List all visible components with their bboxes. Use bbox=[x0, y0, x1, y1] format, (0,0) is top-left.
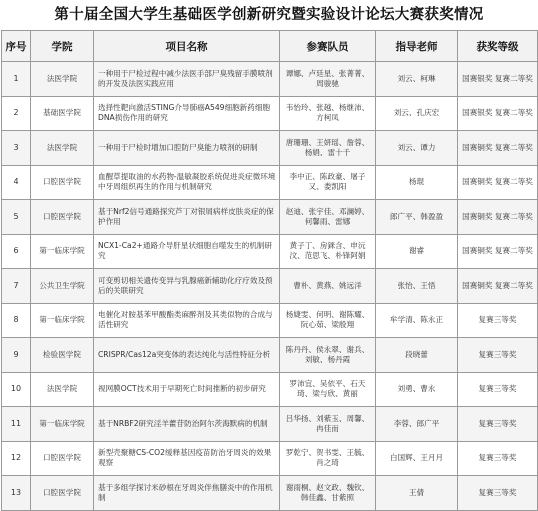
award-cell: 复赛三等奖 bbox=[458, 441, 538, 476]
project-name-cell: 可变剪切相关遗传变异与乳腺癌新辅助化疗疗效及预后的关联研究 bbox=[94, 269, 280, 304]
row-number: 2 bbox=[2, 96, 31, 131]
project-name-cell: 基于Nrf2信号通路探究芦丁对银屑病样皮肤炎症的保护作用 bbox=[94, 200, 280, 235]
college-cell: 法医学院 bbox=[31, 372, 94, 407]
award-cell: 国赛铜奖 复赛二等奖 bbox=[458, 269, 538, 304]
awards-table bbox=[1, 30, 538, 511]
award-cell: 国赛银奖 复赛二等奖 bbox=[458, 96, 538, 131]
table-row bbox=[2, 96, 538, 131]
row-number: 1 bbox=[2, 62, 31, 97]
advisor-cell: 白国辉、王月月 bbox=[376, 441, 458, 476]
row-number: 7 bbox=[2, 269, 31, 304]
row-number: 13 bbox=[2, 476, 31, 511]
project-name-cell: 基于NRBF2研究淫羊藿苷防治阿尔茨海默病的机制 bbox=[94, 407, 280, 442]
column-header-advisor: 指导老师 bbox=[376, 31, 458, 62]
row-number: 6 bbox=[2, 234, 31, 269]
college-cell: 口腔医学院 bbox=[31, 476, 94, 511]
award-cell: 复赛三等奖 bbox=[458, 407, 538, 442]
project-name-cell: 新型壳聚糖CS-CO2缓释基因疫苗防治牙周炎的效果观察 bbox=[94, 441, 280, 476]
award-cell: 复赛三等奖 bbox=[458, 303, 538, 338]
college-cell: 口腔医学院 bbox=[31, 441, 94, 476]
table-row bbox=[2, 234, 538, 269]
column-header-number: 序号 bbox=[2, 31, 31, 62]
project-name-cell: 视网膜OCT技术用于早期死亡时间推断的初步研究 bbox=[94, 372, 280, 407]
members-cell: 韦怡玲、张越、杨继沛、方柯凤 bbox=[280, 96, 376, 131]
advisor-cell: 刘云、孔庆宏 bbox=[376, 96, 458, 131]
table-row bbox=[2, 407, 538, 442]
advisor-cell: 李蓉、郎广平 bbox=[376, 407, 458, 442]
college-cell: 检验医学院 bbox=[31, 338, 94, 373]
award-cell: 国赛铜奖 复赛二等奖 bbox=[458, 165, 538, 200]
table-row bbox=[2, 303, 538, 338]
college-cell: 口腔医学院 bbox=[31, 200, 94, 235]
advisor-cell: 张怡、王悟 bbox=[376, 269, 458, 304]
award-cell: 国赛铜奖 复赛二等奖 bbox=[458, 200, 538, 235]
project-name-cell: 基于多组学探讨米砂根在牙周炎伴焦膳炎中的作用机制 bbox=[94, 476, 280, 511]
advisor-cell: 王倩 bbox=[376, 476, 458, 511]
row-number: 4 bbox=[2, 165, 31, 200]
advisor-cell: 刘云、柯琳 bbox=[376, 62, 458, 97]
project-name-cell: 血醒草提取油的水药物-温敏凝胶系统促进炎症微环境中牙周组织再生的作用与机制研究 bbox=[94, 165, 280, 200]
award-cell: 复赛三等奖 bbox=[458, 338, 538, 373]
members-cell: 杨婕雯、何明、谢陈耀、阮心茹、梁殷翔 bbox=[280, 303, 376, 338]
members-cell: 陈丹丹、侯永翠、谢兵、刘敏、杨丹霞 bbox=[280, 338, 376, 373]
row-number: 5 bbox=[2, 200, 31, 235]
members-cell: 曹朴、黄燕、姚远洋 bbox=[280, 269, 376, 304]
table-row bbox=[2, 476, 538, 511]
advisor-cell: 谢睿 bbox=[376, 234, 458, 269]
project-name-cell: 选择性靶向激活STING介导肺癌A549细胞新药细胞DNA损伤作用的研究 bbox=[94, 96, 280, 131]
project-name-cell: 一种用于尸检时增加口腔防尸臭能力喷剂的研制 bbox=[94, 131, 280, 166]
advisor-cell: 郎广平、韩盈盈 bbox=[376, 200, 458, 235]
members-cell: 谭娜、卢廷星、张菁菁、周骏驰 bbox=[280, 62, 376, 97]
project-name-cell: 电催化对胺基苯甲酸酯类麻醉剂及其类似物的合成与活性研究 bbox=[94, 303, 280, 338]
column-header-project: 项目名称 bbox=[94, 31, 280, 62]
advisor-cell: 刘勇、曹永 bbox=[376, 372, 458, 407]
advisor-cell: 段晓蕾 bbox=[376, 338, 458, 373]
project-name-cell: CRISPR/Cas12a突变体的表达纯化与活性特征分析 bbox=[94, 338, 280, 373]
award-cell: 复赛三等奖 bbox=[458, 372, 538, 407]
members-cell: 赵迪、张宇佳、邓澜婷、何馨雨、雷娜 bbox=[280, 200, 376, 235]
table-row bbox=[2, 62, 538, 97]
table-row bbox=[2, 165, 538, 200]
row-number: 11 bbox=[2, 407, 31, 442]
advisor-cell: 牟学清、陈永正 bbox=[376, 303, 458, 338]
table-row bbox=[2, 372, 538, 407]
column-header-college: 学院 bbox=[31, 31, 94, 62]
award-cell: 国赛铜奖 复赛二等奖 bbox=[458, 131, 538, 166]
advisor-cell: 刘云、谭力 bbox=[376, 131, 458, 166]
college-cell: 法医学院 bbox=[31, 131, 94, 166]
table-row bbox=[2, 269, 538, 304]
members-cell: 李中正、陈政豪、屠子又、娄凯阳 bbox=[280, 165, 376, 200]
table-row bbox=[2, 131, 538, 166]
award-cell: 复赛三等奖 bbox=[458, 476, 538, 511]
table-row bbox=[2, 338, 538, 373]
college-cell: 第一临床学院 bbox=[31, 407, 94, 442]
table-body bbox=[2, 62, 538, 511]
project-name-cell: 一种用于尸检过程中减少法医手部尸臭残留手膜喷剂的开发及法医实践应用 bbox=[94, 62, 280, 97]
members-cell: 唐珊珊、王妍瑶、詹蓉、杨娟、雷十千 bbox=[280, 131, 376, 166]
college-cell: 公共卫生学院 bbox=[31, 269, 94, 304]
table-row bbox=[2, 200, 538, 235]
page-title: 第十届全国大学生基础医学创新研究暨实验设计论坛大赛获奖情况 bbox=[54, 7, 484, 23]
college-cell: 法医学院 bbox=[31, 62, 94, 97]
column-header-members: 参赛队员 bbox=[280, 31, 376, 62]
advisor-cell: 杨琨 bbox=[376, 165, 458, 200]
college-cell: 口腔医学院 bbox=[31, 165, 94, 200]
row-number: 9 bbox=[2, 338, 31, 373]
award-cell: 国赛铜奖 复赛二等奖 bbox=[458, 234, 538, 269]
college-cell: 第一临床学院 bbox=[31, 303, 94, 338]
members-cell: 吕华扬、刘紫玉、周馨、冉佳而 bbox=[280, 407, 376, 442]
row-number: 3 bbox=[2, 131, 31, 166]
row-number: 8 bbox=[2, 303, 31, 338]
award-cell: 国赛银奖 复赛二等奖 bbox=[458, 62, 538, 97]
members-cell: 罗沛宜、吴依平、石天琦、梁与欣、黄丽 bbox=[280, 372, 376, 407]
project-name-cell: NCX1-Ca2+通路介导肝星状细胞自噬发生的机制研究 bbox=[94, 234, 280, 269]
college-cell: 基础医学院 bbox=[31, 96, 94, 131]
members-cell: 谢雨桐、赵文政、魏钦、韩佳鑫、甘紫照 bbox=[280, 476, 376, 511]
table-header bbox=[2, 31, 538, 62]
row-number: 10 bbox=[2, 372, 31, 407]
column-header-award: 获奖等级 bbox=[458, 31, 538, 62]
table-row bbox=[2, 441, 538, 476]
members-cell: 黄子丁、房銤含、申沅汶、范思飞、朴锋阿娟 bbox=[280, 234, 376, 269]
members-cell: 罗乾宁、贺书雯、王毓、肖之琦 bbox=[280, 441, 376, 476]
row-number: 12 bbox=[2, 441, 31, 476]
college-cell: 第一临床学院 bbox=[31, 234, 94, 269]
